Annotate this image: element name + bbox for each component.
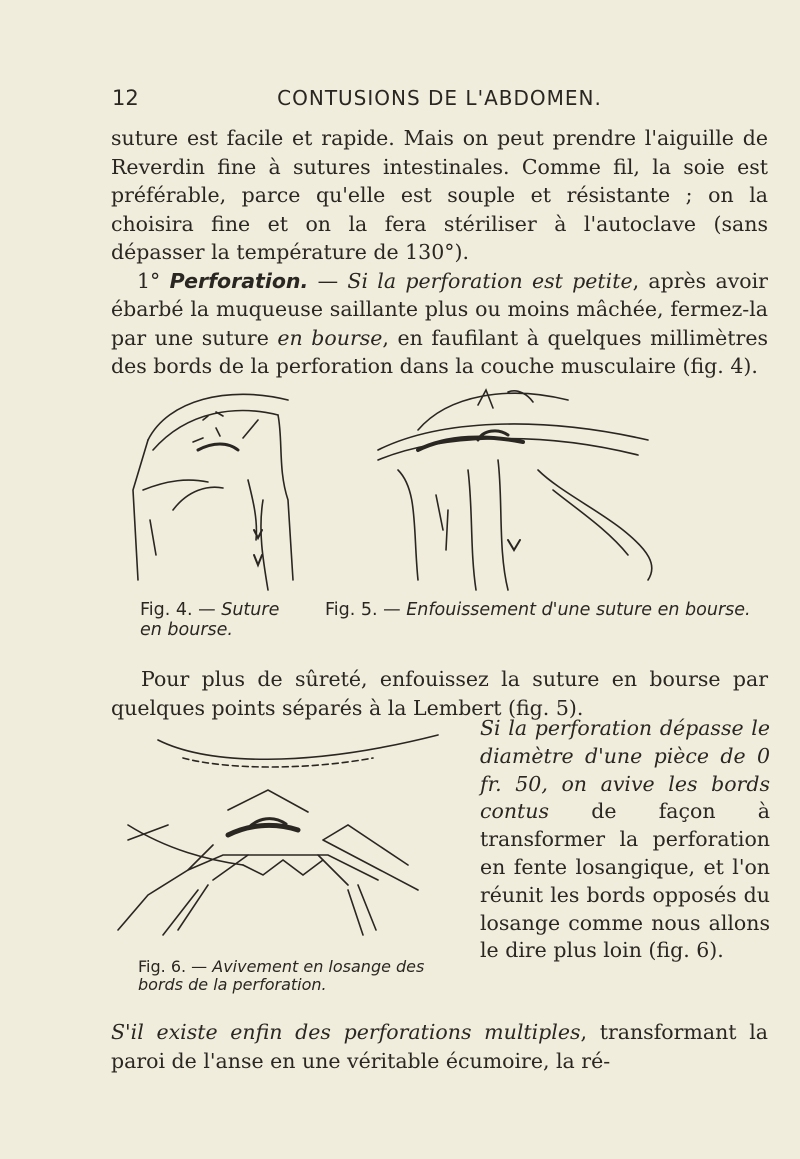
- fig4-caption: [140, 600, 300, 640]
- text-run: de façon à transformer la perforation en fente losangique, et l'on réunit les bords opposés du losange comme nous allons le dire plus loin (fig. 6).: [480, 799, 770, 963]
- text-run: , en faufilant à quelques millimètres des bords de la perforation dans la couche musculaire (fig. 4).: [111, 325, 768, 378]
- text-run: suture est facile et rapide. Mais on peut prendre l'aiguille de Reverdin fine à sutures intestinales. Comme fil, la soie est préférable, parce qu'elle est souple et résistante ; on la choisira fine et on la fera stériliser à l'autoclave (sans dépasser la température de 130°).: [111, 126, 768, 264]
- paragraph-multiples: [111, 1018, 768, 1075]
- section-number: 1°: [137, 268, 161, 293]
- section-runin-heading: Perforation.: [169, 268, 309, 293]
- paragraph-perforation: [111, 267, 768, 381]
- caption-title: Enfouissement d'une suture en bourse.: [406, 600, 751, 620]
- page-header: [112, 86, 767, 116]
- paragraph-avivement: [480, 715, 770, 965]
- italic-run: Si la perforation est petite: [347, 268, 633, 293]
- paragraph-text: [111, 124, 768, 267]
- paragraph-text: [480, 715, 770, 965]
- italic-run: Si la perforation dépasse le diamètre d'une pièce de 0 fr. 50, on avive les bords contus: [480, 716, 770, 824]
- italic-run: en bourse: [277, 325, 383, 350]
- fig5-caption: [325, 600, 755, 620]
- figure-6-illustration: [108, 730, 458, 945]
- figures-4-5-illustration: [128, 380, 728, 595]
- paragraph-enfouissement: [111, 665, 768, 722]
- caption-label: Fig. 6. —: [138, 957, 213, 976]
- paragraph-text: [111, 1018, 768, 1075]
- running-title: CONTUSIONS DE L'ABDOMEN.: [277, 86, 602, 110]
- text-run: , après avoir ébarbé la muqueuse saillante plus ou moins mâchée, fermez-la par une suture: [111, 268, 768, 350]
- caption-title: Avivement en losange des bords de la perforation.: [138, 957, 425, 994]
- text-run: , transformant la paroi de l'anse en une véritable écumoire, la ré-: [111, 1020, 768, 1073]
- italic-run: S'il existe enfin des perforations multiples: [111, 1020, 581, 1044]
- dash: —: [308, 268, 348, 293]
- paragraph-text: Pour plus de sûreté, enfouissez la suture en bourse par quelques points séparés à la Lembert (fig. 5).: [111, 667, 768, 720]
- fig6-caption: [138, 958, 458, 994]
- caption-title: Suture en bourse.: [140, 600, 280, 640]
- fig5-drawing: [378, 390, 652, 590]
- paragraph-suture: [111, 124, 768, 381]
- caption-label: Fig. 5. —: [325, 600, 407, 620]
- fig4-drawing: [133, 394, 293, 590]
- caption-label: Fig. 4. —: [140, 600, 222, 620]
- page-number: 12: [112, 86, 139, 110]
